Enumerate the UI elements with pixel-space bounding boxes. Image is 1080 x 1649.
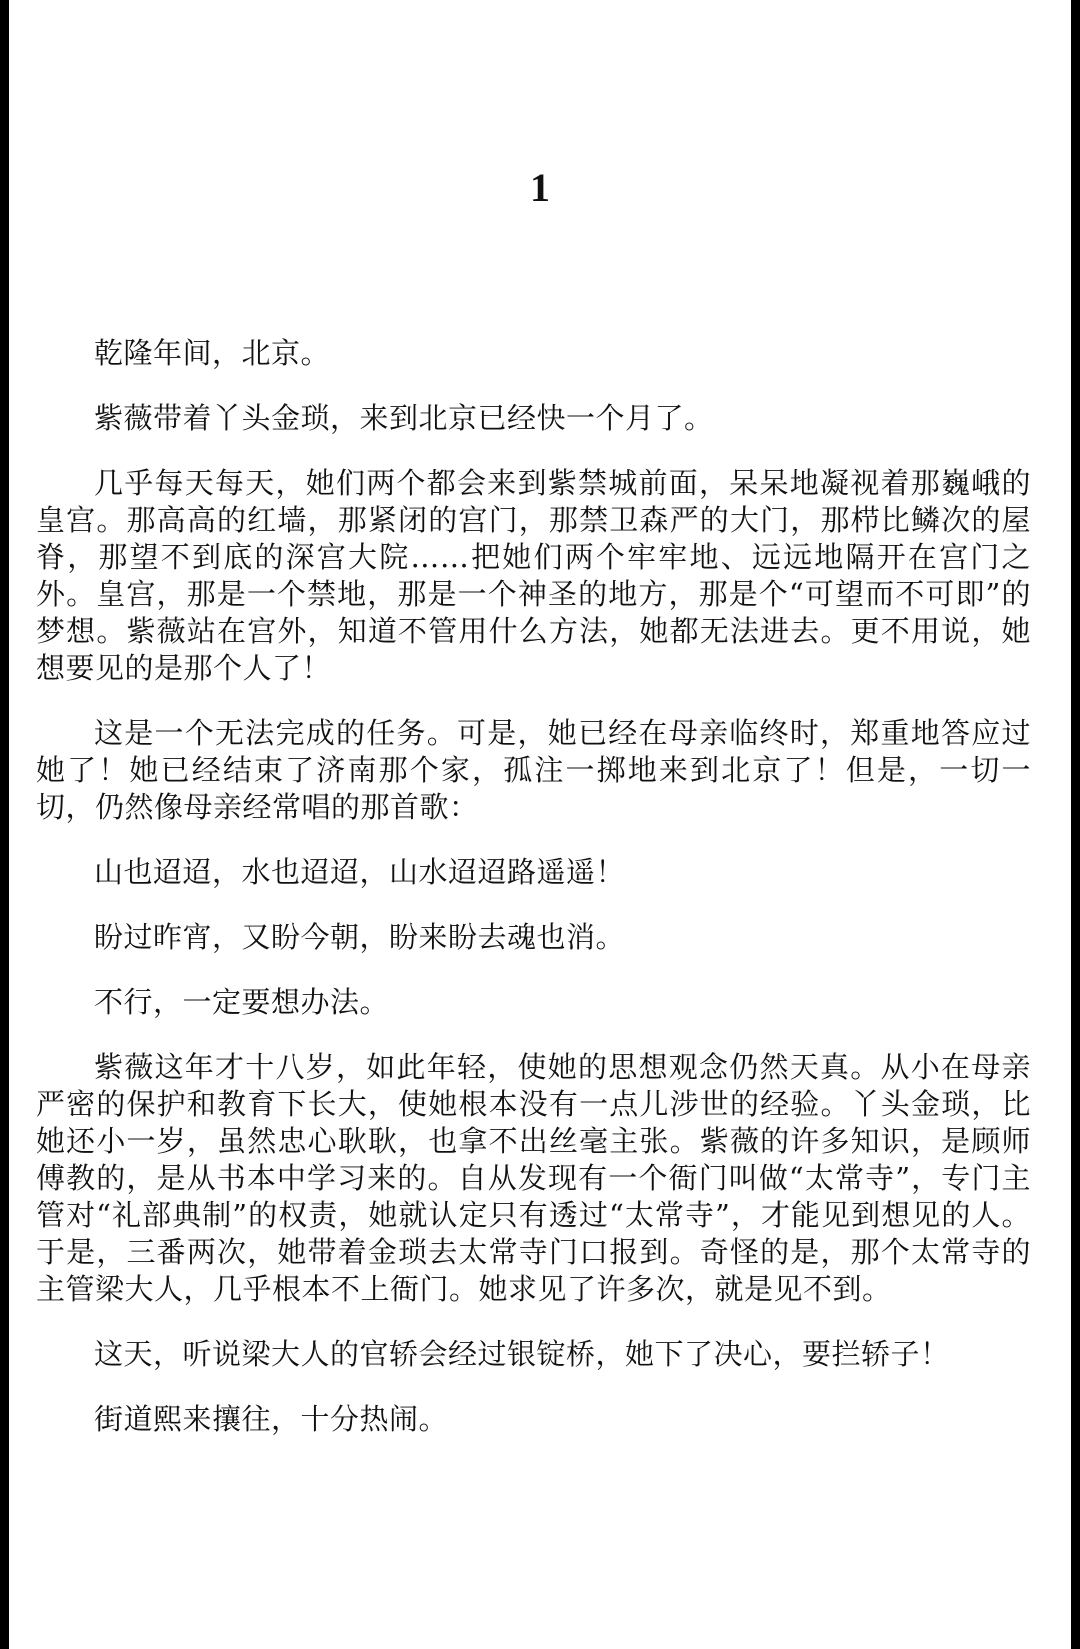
chapter-body <box>36 335 1031 1466</box>
paragraph: 不行，一定要想办法。 <box>94 985 390 1019</box>
paragraph: 盼过昨宵，又盼今朝，盼来盼去魂也消。 <box>94 920 626 954</box>
paragraph: 这是一个无法完成的任务。可是，她已经在母亲临终时，郑重地答应过她了！她已经结束了济南那个家，孤注一掷地来到北京了！但是，一切一切，仍然像母亲经常唱的那首歌： <box>36 716 1031 824</box>
paragraph: 这天，听说梁大人的官轿会经过银锭桥，她下了决心，要拦轿子！ <box>94 1337 950 1371</box>
paragraph: 山也迢迢，水也迢迢，山水迢迢路遥遥！ <box>94 855 626 889</box>
paragraph: 紫薇带着丫头金琐，来到北京已经快一个月了。 <box>94 401 714 435</box>
paragraph: 乾隆年间，北京。 <box>94 336 331 370</box>
book-page[interactable] <box>9 0 1071 1649</box>
paragraph: 几乎每天每天，她们两个都会来到紫禁城前面，呆呆地凝视着那巍峨的皇宫。那高高的红墙，那紧闭的宫门，那禁卫森严的大门，那栉比鳞次的屋脊，那望不到底的深宫大院……把她们两个牢牢地、远远地隔开在宫门之外。皇宫，那是一个禁地，那是一个神圣的地方，那是个“可望而不可即”的梦想。紫薇站在宫外，知道不管用什么方法，她都无法进去。更不用说，她想要见的是那个人了！ <box>36 466 1031 685</box>
paragraph: 紫薇这年才十八岁，如此年轻，使她的思想观念仍然天真。从小在母亲严密的保护和教育下长大，使她根本没有一点儿涉世的经验。丫头金琐，比她还小一岁，虽然忠心耿耿，也拿不出丝毫主张。紫薇的许多知识，是顾师傅教的，是从书本中学习来的。自从发现有一个衙门叫做“太常寺”，专门主管对“礼部典制”的权责，她就认定只有透过“太常寺”，才能见到想见的人。于是，三番两次，她带着金琐去太常寺门口报到。奇怪的是，那个太常寺的主管梁大人，几乎根本不上衙门。她求见了许多次，就是见不到。 <box>36 1050 1031 1306</box>
paragraph: 街道熙来攘往，十分热闹。 <box>94 1402 449 1436</box>
chapter-number: 1 <box>530 165 550 210</box>
